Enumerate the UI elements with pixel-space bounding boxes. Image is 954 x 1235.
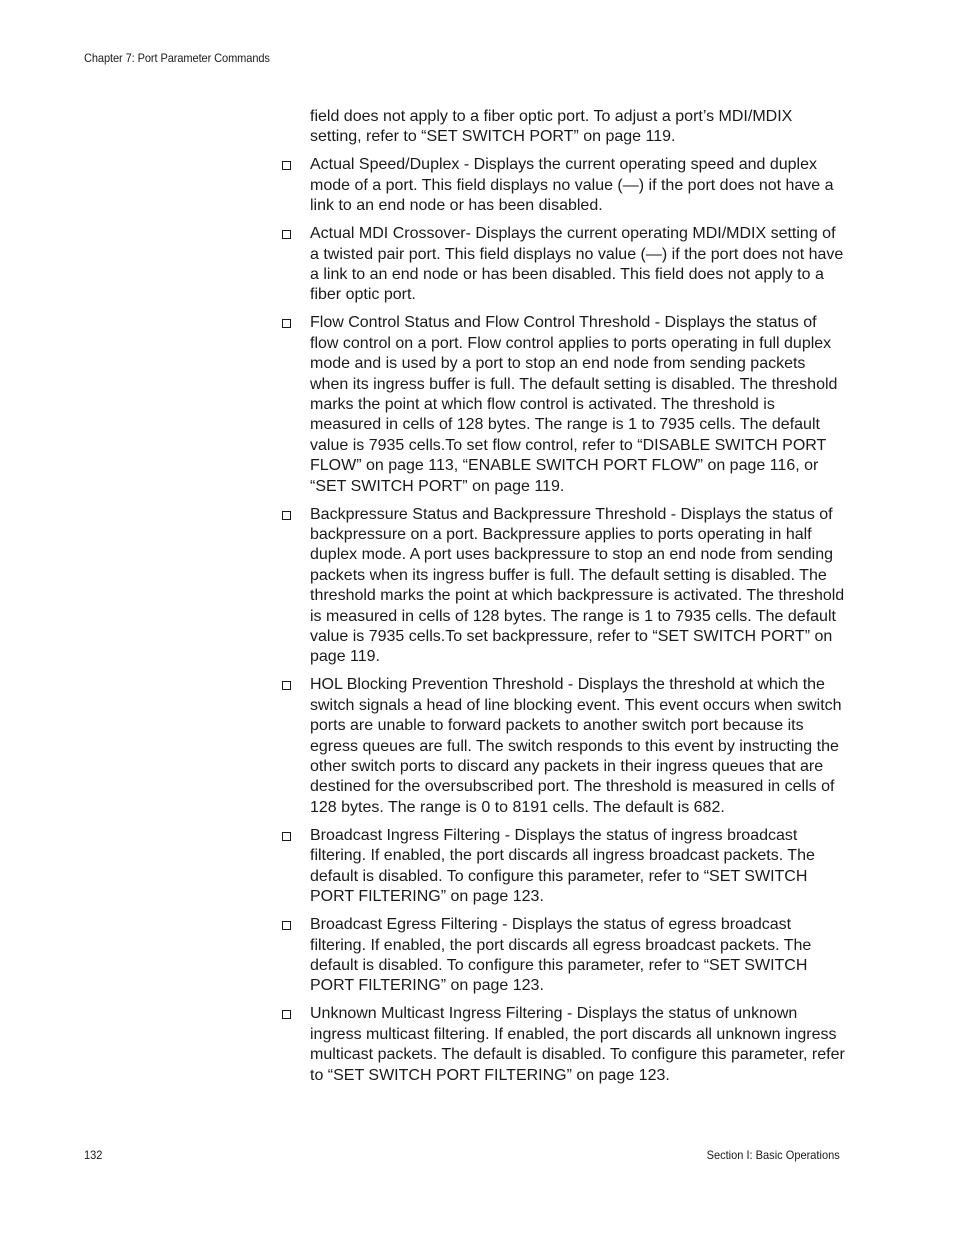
bullet-text: Actual Speed/Duplex - Displays the current operating speed and duplex mode of a port. This field displays no value (—) if the port does not have a link to an end node or has been disabled.: [310, 156, 834, 215]
running-header-chapter: Chapter 7: Port Parameter Commands: [84, 51, 270, 65]
footer-section-title: Section I: Basic Operations: [706, 1148, 840, 1162]
bullet-item-hol-blocking: [282, 675, 847, 818]
body-content: [282, 107, 847, 1094]
bullet-text: HOL Blocking Prevention Threshold - Displays the threshold at which the switch signals a head of line blocking event. This event occurs when switch ports are unable to forward packets to another switch port because its egress queues are full. The switch responds to this event by instructing the other switch ports to discard any packets in their ingress queues that are destined for the oversubscribed port. The threshold is measured in cells of 128 bytes. The range is 0 to 8191 cells. The default is 682.: [310, 676, 842, 816]
bullet-text: Broadcast Egress Filtering - Displays the status of egress broadcast filtering. If enabled, the port discards all egress broadcast packets. The default is disabled. To configure this parameter, refer to “SET SWITCH PORT FILTERING” on page 123.: [310, 916, 812, 995]
bullet-text: Actual MDI Crossover- Displays the current operating MDI/MDIX setting of a twisted pair port. This field displays no value (—) if the port does not have a link to an end node or has been disabled. This field does not apply to a fiber optic port.: [310, 225, 844, 304]
square-bullet-icon: [282, 230, 291, 239]
bullet-text: Backpressure Status and Backpressure Threshold - Displays the status of backpressure on a port. Backpressure applies to ports operating in half duplex mode. A port uses backpressure to stop an end node from sending packets when its ingress buffer is full. The default setting is disabled. The threshold marks the point at which backpressure is activated. The threshold is measured in cells of 128 bytes. The range is 1 to 7935 cells. The default value is 7935 cells.To set backpressure, refer to “SET SWITCH PORT” on page 119.: [310, 505, 845, 666]
square-bullet-icon: [282, 161, 291, 170]
bullet-item-broadcast-ingress: [282, 826, 847, 908]
square-bullet-icon: [282, 511, 291, 520]
bullet-text: Flow Control Status and Flow Control Threshold - Displays the status of flow control on a port. Flow control applies to ports operating in full duplex mode and is used by a port to stop an end node from sending packets when its ingress buffer is full. The default setting is disabled. The threshold marks the point at which flow control is activated. The threshold is measured in cells of 128 bytes. The range is 1 to 7935 cells. The default value is 7935 cells.To set flow control, refer to “DISABLE SWITCH PORT FLOW” on page 113, “ENABLE SWITCH PORT FLOW” on page 116, or “SET SWITCH PORT” on page 119.: [310, 314, 838, 495]
bullet-item-backpressure: [282, 505, 847, 668]
bullet-item-broadcast-egress: [282, 915, 847, 997]
bullet-item-actual-mdi-crossover: [282, 224, 847, 306]
square-bullet-icon: [282, 319, 291, 328]
square-bullet-icon: [282, 921, 291, 930]
page-number: 132: [84, 1148, 103, 1162]
square-bullet-icon: [282, 681, 291, 690]
bullet-item-flow-control: [282, 313, 847, 497]
lead-paragraph: field does not apply to a fiber optic port. To adjust a port’s MDI/MDIX setting, refer to “SET SWITCH PORT” on page 119.: [310, 108, 793, 146]
bullet-item-unknown-multicast-ingress: [282, 1004, 847, 1086]
bullet-item-actual-speed-duplex: [282, 155, 847, 216]
square-bullet-icon: [282, 1010, 291, 1019]
bullet-text: Unknown Multicast Ingress Filtering - Displays the status of unknown ingress multicast filtering. If enabled, the port discards all unknown ingress multicast packets. The default is disabled. To configure this parameter, refer to “SET SWITCH PORT FILTERING” on page 123.: [310, 1005, 845, 1084]
bullet-text: Broadcast Ingress Filtering - Displays the status of ingress broadcast filtering. If enabled, the port discards all ingress broadcast packets. The default is disabled. To configure this parameter, refer to “SET SWITCH PORT FILTERING” on page 123.: [310, 826, 815, 906]
square-bullet-icon: [282, 832, 291, 841]
